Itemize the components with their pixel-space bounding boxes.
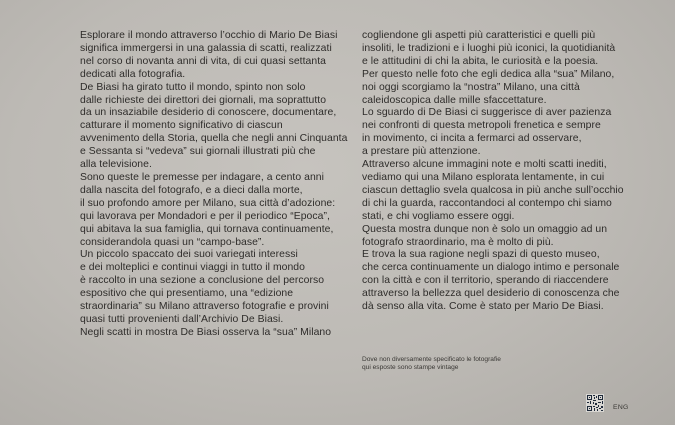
left-text-column: [80, 30, 350, 340]
text-line: alla televisione.: [80, 159, 152, 171]
text-line: a prestare più attenzione.: [362, 146, 481, 158]
text-line: ciascun dettaglio svela qualcosa in più anche sull’occhio: [362, 184, 624, 196]
text-line: catturare il momento significativo di ciascun: [80, 120, 283, 132]
text-line: da un insaziabile desiderio di conoscere, documentare,: [80, 107, 337, 119]
footnote-line: qui esposte sono stampe vintage: [362, 364, 459, 372]
text-line: dedicati alla fotografia.: [80, 68, 186, 80]
text-line: in movimento, ci incita a fermarci ad osservare,: [362, 133, 582, 145]
text-line: quasi tutti provenienti dall’Archivio De Biasi.: [80, 313, 284, 325]
text-line: considerandola quasi un “campo-base”.: [80, 236, 265, 248]
text-line: Questa mostra dunque non è solo un omaggio ad un: [362, 223, 608, 235]
text-line: De Biasi ha girato tutto il mondo, spinto non solo: [80, 81, 306, 93]
text-line: Esplorare il mondo attraverso l’occhio di Mario De Biasi: [80, 30, 338, 41]
text-line: che cerca continuamente un dialogo intimo e personale: [362, 262, 620, 274]
text-line: nel corso di novanta anni di vita, di cui quasi settanta: [80, 55, 326, 67]
text-line: insoliti, le tradizioni e i luoghi più iconici, la quotidianità: [362, 42, 616, 54]
language-label[interactable]: ENG: [613, 404, 629, 411]
text-line: Per questo nelle foto che egli dedica alla “sua” Milano,: [362, 68, 615, 80]
text-line: cogliendone gli aspetti più caratteristici e quelli più: [362, 30, 596, 41]
text-line: espositivo che qui presentiamo, una “edizione: [80, 288, 294, 300]
text-line: significa immergersi in una galassia di scatti, realizzati: [80, 42, 332, 54]
text-line: dà senso alla vita. Come è stato per Mario De Biasi.: [362, 301, 604, 313]
text-line: qui abitava la sua famiglia, qui tornava continuamente,: [80, 223, 334, 235]
text-line: vediamo qui una Milano esplorata lentamente, in cui: [362, 171, 605, 183]
text-line: con la città e con il territorio, sperando di riaccendere: [362, 275, 609, 287]
qr-code-icon[interactable]: [586, 394, 604, 412]
text-line: nei confronti di questa metropoli frenetica e sempre: [362, 120, 601, 132]
text-line: qui lavorava per Mondadori e per il periodico “Epoca”,: [80, 210, 330, 222]
text-line: stati, e chi vogliamo essere oggi.: [362, 210, 515, 222]
text-line: e Sessanta si “vedeva” sui giornali illustrati più che: [80, 146, 316, 158]
right-text-column: [362, 30, 637, 314]
text-line: il suo profondo amore per Milano, sua città d’adozione:: [80, 197, 336, 209]
text-line: dalle richieste dei direttori dei giornali, ma soprattutto: [80, 94, 327, 106]
text-line: Negli scatti in mostra De Biasi osserva la “sua” Milano: [80, 326, 332, 338]
text-line: e le attitudini di chi la abita, le curiosità e la poesia.: [362, 55, 599, 67]
text-line: e dei molteplici e continui viaggi in tutto il mondo: [80, 262, 305, 274]
text-line: caleidoscopica dalle mille sfaccettature.: [362, 94, 547, 106]
text-line: Attraverso alcune immagini note e molti scatti inediti,: [362, 159, 607, 171]
footnote: [362, 356, 562, 372]
text-line: avvenimento della Storia, quella che negli anni Cinquanta: [80, 133, 348, 145]
text-line: fotografo straordinario, ma è molto di più.: [362, 236, 554, 248]
text-line: di chi la guarda, raccontandoci al contempo chi siamo: [362, 197, 612, 209]
text-line: Sono queste le premesse per indagare, a cento anni: [80, 171, 324, 183]
text-line: E trova la sua ragione negli spazi di questo museo,: [362, 249, 600, 261]
text-line: Lo sguardo di De Biasi ci suggerisce di aver pazienza: [362, 107, 612, 119]
text-line: è raccolto in una sezione a conclusione del percorso: [80, 275, 325, 287]
text-line: noi oggi scorgiamo la “nostra” Milano, una città: [362, 81, 580, 93]
footnote-line: Dove non diversamente specificato le fotografie: [362, 356, 501, 363]
text-line: dalla nascita del fotografo, e a dieci dalla morte,: [80, 184, 303, 196]
text-line: Un piccolo spaccato dei suoi variegati interessi: [80, 249, 298, 261]
text-line: straordinaria” su Milano attraverso fotografie e provini: [80, 301, 329, 313]
text-line: attraverso la bellezza quel desiderio di conoscenza che: [362, 288, 620, 300]
